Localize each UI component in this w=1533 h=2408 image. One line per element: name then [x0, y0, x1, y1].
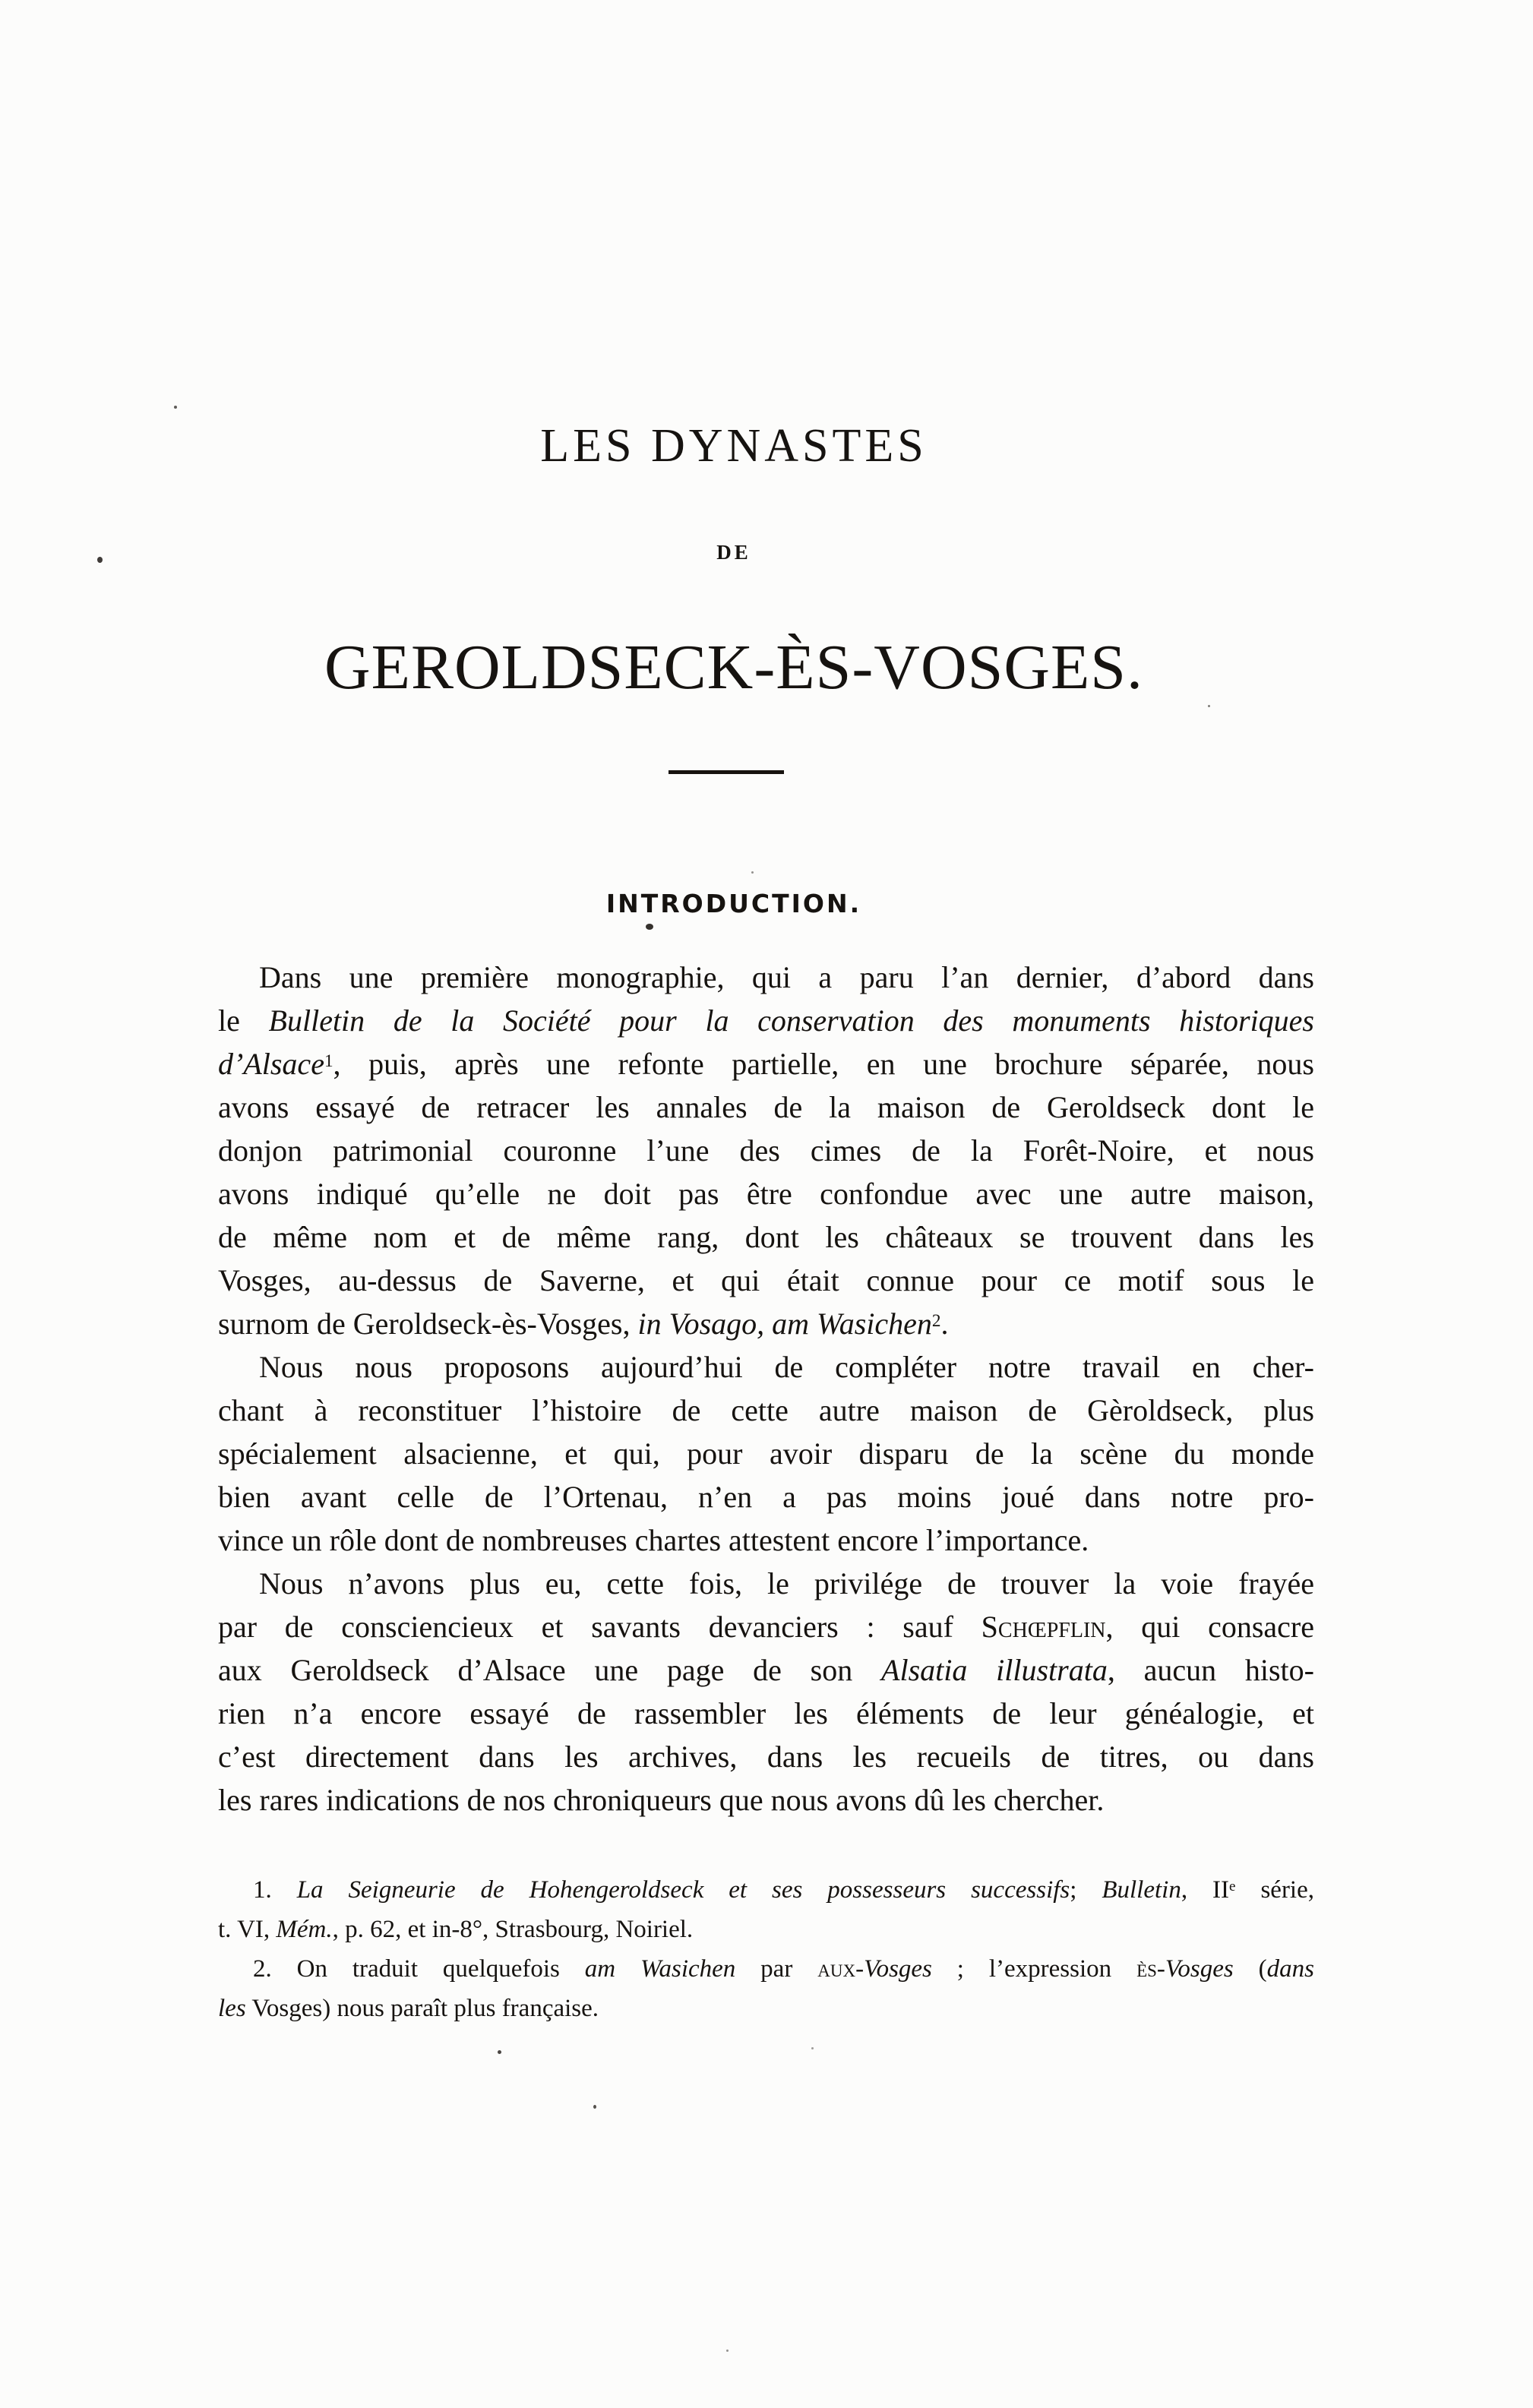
text-line: [218, 1605, 1314, 1648]
text-line: [218, 1518, 1314, 1562]
ink-speck: [726, 2350, 729, 2352]
ink-speck: [498, 2050, 501, 2054]
text-line: [218, 956, 1314, 999]
text-line: [218, 1735, 1314, 1778]
text-line: [218, 1042, 1314, 1085]
text-segment: dans: [1266, 1955, 1314, 1983]
text-line: [218, 1389, 1314, 1432]
text-segment: Vosges) nous paraît plus française.: [245, 1995, 599, 2022]
text-segment: , puis, après une refonte partielle, en une brochure séparée, nous: [333, 1047, 1314, 1081]
ink-speck: [593, 2105, 596, 2109]
text-line: [218, 1432, 1314, 1475]
ink-speck: [1208, 705, 1210, 707]
text-segment: , aucun histo-: [1107, 1653, 1314, 1687]
text-segment: Dans une première monographie, qui a paru l’an dernier, d’abord dans: [259, 960, 1314, 994]
text-segment: Nous nous proposons aujourd’hui de compléter notre travail en cher-: [259, 1350, 1314, 1384]
text-segment: c’est directement dans les archives, dans les recueils de titres, ou dans: [218, 1740, 1314, 1774]
text-segment: chœpflin: [997, 1610, 1106, 1644]
text-line: [218, 1302, 1314, 1345]
text-segment: La Seigneurie de Hohengeroldseck et ses possesseurs successifs: [296, 1876, 1070, 1904]
paragraph: [218, 1562, 1314, 1822]
text-segment: série,: [1235, 1876, 1314, 1904]
text-segment: surnom de Geroldseck-ès-Vosges,: [218, 1307, 638, 1341]
ink-speck: [97, 557, 103, 563]
text-segment: aux: [817, 1955, 856, 1983]
footnote-marker: e: [1229, 1879, 1236, 1895]
book-title-line1: LES DYNASTES: [540, 420, 928, 472]
text-segment: ; l’expression: [931, 1955, 1137, 1983]
text-segment: les rares indications de nos chroniqueurs que nous avons dû les chercher.: [218, 1783, 1105, 1817]
text-segment: par de consciencieux et savants devanciers : sauf S: [218, 1610, 998, 1644]
text-line: [218, 1692, 1314, 1735]
text-line: [218, 1215, 1314, 1259]
title-divider-rule: [669, 770, 784, 774]
footnote-marker: 1: [324, 1051, 333, 1071]
text-line: [218, 1989, 1314, 2028]
text-segment: de même nom et de même rang, dont les châteaux se trouvent dans les: [218, 1220, 1314, 1254]
text-segment: , II: [1181, 1876, 1230, 1904]
text-segment: donjon patrimonial couronne l’une des cimes de la Forêt-Noire, et nous: [218, 1133, 1314, 1168]
text-line: [218, 1562, 1314, 1605]
text-segment: d’Alsace: [218, 1047, 324, 1081]
text-segment: ;: [1070, 1876, 1102, 1904]
text-segment: par: [735, 1955, 818, 1983]
text-segment: ès: [1136, 1955, 1157, 1983]
paragraph: [218, 1949, 1314, 2028]
text-segment: bien avant celle de l’Ortenau, n’en a pas moins joué dans notre pro-: [218, 1480, 1314, 1514]
footnote-marker: 2: [931, 1310, 941, 1331]
footnotes: [218, 1870, 1314, 2028]
text-segment: le: [218, 1003, 269, 1038]
text-segment: vince un rôle dont de nombreuses chartes attestent encore l’importance.: [218, 1523, 1089, 1557]
paragraph: [218, 1870, 1314, 1949]
text-segment: rien n’a encore essayé de rassembler les éléments de leur généalogie, et: [218, 1696, 1314, 1730]
text-line: [218, 1129, 1314, 1172]
text-line: [218, 1778, 1314, 1822]
text-segment: Vosges: [864, 1955, 932, 1983]
text-segment: chant à reconstituer l’histoire de cette autre maison de Gèroldseck, plus: [218, 1393, 1314, 1427]
text-segment: Vosges, au-dessus de Saverne, et qui était connue pour ce motif sous le: [218, 1263, 1314, 1297]
text-segment: t. VI,: [218, 1916, 277, 1943]
text-segment: aux Geroldseck d’Alsace une page de son: [218, 1653, 882, 1687]
text-segment: Vosges: [1165, 1955, 1234, 1983]
text-segment: , p. 62, et in-8°, Strasbourg, Noiriel.: [332, 1916, 694, 1943]
text-segment: Nous n’avons plus eu, cette fois, le privilége de trouver la voie frayée: [259, 1566, 1314, 1601]
text-line: [218, 1870, 1314, 1910]
text-segment: 2. On traduit quelquefois: [253, 1955, 585, 1983]
paragraph: [218, 1345, 1314, 1562]
book-title-line2: GEROLDSECK-ÈS-VOSGES.: [324, 632, 1144, 703]
text-line: [218, 1910, 1314, 1949]
text-segment: , qui consacre: [1105, 1610, 1315, 1644]
book-title-connector: DE: [716, 541, 751, 564]
text-line: [218, 1475, 1314, 1518]
text-segment: Bulletin: [1102, 1876, 1181, 1904]
paragraph: [218, 956, 1314, 1345]
text-segment: .: [940, 1307, 949, 1341]
text-line: [218, 1345, 1314, 1389]
text-segment: avons indiqué qu’elle ne doit pas être confondue avec une autre maison,: [218, 1177, 1314, 1211]
text-segment: (: [1233, 1955, 1267, 1983]
ink-speck: [174, 406, 177, 409]
body-text: [218, 956, 1314, 1822]
text-line: [218, 1259, 1314, 1302]
text-segment: les: [218, 1995, 246, 2022]
ink-speck: [751, 871, 754, 874]
text-segment: avons essayé de retracer les annales de la maison de Geroldseck dont le: [218, 1090, 1314, 1124]
text-segment: 1.: [253, 1876, 297, 1904]
text-line: [218, 1085, 1314, 1129]
text-line: [218, 1949, 1314, 1989]
introduction-heading: INTRODUCTION.: [605, 889, 862, 918]
ink-speck: [646, 924, 653, 930]
text-line: [218, 999, 1314, 1042]
text-segment: Bulletin de la Société pour la conservation des monuments historiques: [268, 1003, 1314, 1038]
ink-speck: [811, 2047, 814, 2049]
text-segment: -: [1156, 1955, 1165, 1983]
text-segment: Mém.: [276, 1916, 333, 1943]
text-segment: am Wasichen: [584, 1955, 736, 1983]
text-segment: spécialement alsacienne, et qui, pour avoir disparu de la scène du monde: [218, 1436, 1314, 1471]
text-segment: -: [855, 1955, 864, 1983]
text-line: [218, 1648, 1314, 1692]
text-line: [218, 1172, 1314, 1215]
text-segment: Alsatia illustrata: [881, 1653, 1108, 1687]
text-segment: in Vosago, am Wasichen: [637, 1307, 932, 1341]
